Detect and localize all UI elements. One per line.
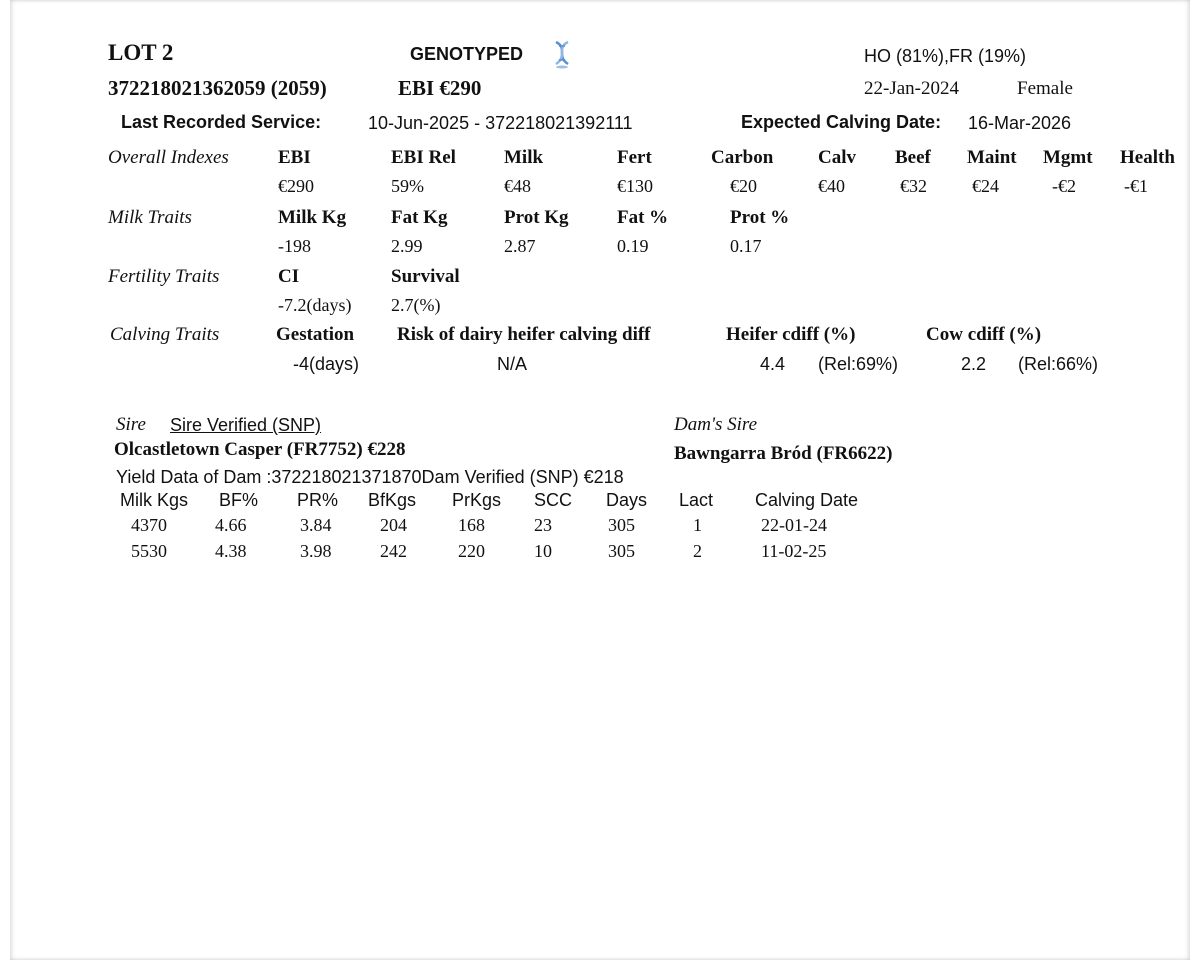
calving-header-risk: Risk of dairy heifer calving diff xyxy=(397,324,651,345)
yield-header-lact: Lact xyxy=(679,490,714,510)
overall-value-milk: €48 xyxy=(504,176,531,196)
yield-row1-prkgs: 168 xyxy=(458,515,485,535)
sire-verified-link[interactable]: Sire Verified (SNP) xyxy=(170,415,322,435)
yield-row2-calving-date: 11-02-25 xyxy=(761,541,827,561)
yield-row1-scc: 23 xyxy=(534,515,552,535)
yield-row1-milk-kgs: 4370 xyxy=(131,515,167,535)
milk-header-prot-pct: Prot % xyxy=(730,207,790,228)
fertility-traits-label: Fertility Traits xyxy=(108,266,220,287)
overall-value-fert: €130 xyxy=(617,176,653,196)
sex: Female xyxy=(1017,78,1073,99)
dam-yield-title: Yield Data of Dam :372218021371870Dam Verified (SNP) €218 xyxy=(116,467,624,487)
overall-header-mgmt: Mgmt xyxy=(1043,147,1093,168)
animal-id: 372218021362059 (2059) xyxy=(108,76,327,100)
lot-number: LOT 2 xyxy=(108,40,174,65)
last-service-label: Last Recorded Service: xyxy=(121,112,322,132)
calving-value-gestation: -4(days) xyxy=(293,354,360,374)
yield-header-pr-pct: PR% xyxy=(297,490,339,510)
yield-header-scc: SCC xyxy=(534,490,573,510)
overall-value-mgmt: -€2 xyxy=(1052,176,1076,196)
overall-value-carbon: €20 xyxy=(730,176,757,196)
milk-value-milk-kg: -198 xyxy=(278,236,311,256)
overall-value-calv: €40 xyxy=(818,176,845,196)
yield-row2-days: 305 xyxy=(608,541,635,561)
calving-value-heifer: 4.4 xyxy=(760,354,786,374)
calving-header-cow-cdiff: Cow cdiff (%) xyxy=(926,324,1042,345)
yield-row1-bfkgs: 204 xyxy=(380,515,407,535)
overall-value-beef: €32 xyxy=(900,176,927,196)
calving-value-cow: 2.2 xyxy=(961,354,987,374)
overall-header-calv: Calv xyxy=(818,147,856,168)
yield-header-bfkgs: BfKgs xyxy=(368,490,417,510)
overall-value-maint: €24 xyxy=(972,176,999,196)
overall-indexes-label: Overall Indexes xyxy=(108,147,229,168)
overall-header-ebi-rel: EBI Rel xyxy=(391,147,456,168)
calving-header-gestation: Gestation xyxy=(276,324,355,345)
yield-row1-lact: 1 xyxy=(693,515,702,535)
genotyped-label: GENOTYPED xyxy=(410,44,524,64)
fertility-header-ci: CI xyxy=(278,266,300,287)
milk-value-prot-kg: 2.87 xyxy=(504,236,536,256)
milk-header-fat-kg: Fat Kg xyxy=(391,207,448,228)
yield-row2-pr-pct: 3.98 xyxy=(300,541,332,561)
yield-header-milk-kgs: Milk Kgs xyxy=(120,490,189,510)
fertility-value-survival: 2.7(%) xyxy=(391,295,441,315)
calving-header-heifer-cdiff: Heifer cdiff (%) xyxy=(726,324,856,345)
yield-header-bf-pct: BF% xyxy=(219,490,259,510)
milk-traits-label: Milk Traits xyxy=(108,207,192,228)
yield-row2-bfkgs: 242 xyxy=(380,541,407,561)
sire-label: Sire xyxy=(116,414,146,435)
yield-row2-lact: 2 xyxy=(693,541,702,561)
dams-sire-name: Bawngarra Bród (FR6622) xyxy=(674,443,893,464)
yield-row2-bf-pct: 4.38 xyxy=(215,541,247,561)
breed-composition: HO (81%),FR (19%) xyxy=(864,46,1027,66)
milk-header-fat-pct: Fat % xyxy=(617,207,669,228)
fertility-header-survival: Survival xyxy=(391,266,460,287)
ebi-headline: EBI €290 xyxy=(398,76,482,100)
sire-name: Olcastletown Casper (FR7752) €228 xyxy=(114,439,406,460)
overall-header-milk: Milk xyxy=(504,147,544,168)
yield-header-days: Days xyxy=(606,490,648,510)
milk-header-milk-kg: Milk Kg xyxy=(278,207,347,228)
expected-calving-label: Expected Calving Date: xyxy=(741,112,942,132)
calving-value-cow-rel: (Rel:66%) xyxy=(1018,354,1099,374)
calving-traits-label: Calving Traits xyxy=(110,324,220,345)
fertility-value-ci: -7.2(days) xyxy=(278,295,352,315)
overall-value-health: -€1 xyxy=(1124,176,1148,196)
yield-header-prkgs: PrKgs xyxy=(452,490,502,510)
date-of-birth: 22-Jan-2024 xyxy=(864,78,959,99)
milk-header-prot-kg: Prot Kg xyxy=(504,207,569,228)
expected-calving-value: 16-Mar-2026 xyxy=(968,113,1072,133)
last-service-value: 10-Jun-2025 - 372218021392111 xyxy=(368,113,633,133)
yield-row2-milk-kgs: 5530 xyxy=(131,541,167,561)
yield-row1-bf-pct: 4.66 xyxy=(215,515,247,535)
overall-header-fert: Fert xyxy=(617,147,652,168)
yield-row2-scc: 10 xyxy=(534,541,552,561)
yield-row1-days: 305 xyxy=(608,515,635,535)
yield-row2-prkgs: 220 xyxy=(458,541,485,561)
milk-value-fat-pct: 0.19 xyxy=(617,236,649,256)
dams-sire-label: Dam's Sire xyxy=(674,414,758,435)
yield-row1-calving-date: 22-01-24 xyxy=(761,515,827,535)
overall-value-ebi: €290 xyxy=(278,176,314,196)
yield-row1-pr-pct: 3.84 xyxy=(300,515,332,535)
overall-header-maint: Maint xyxy=(967,147,1017,168)
milk-value-fat-kg: 2.99 xyxy=(391,236,423,256)
yield-header-calving-date: Calving Date xyxy=(755,490,859,510)
dna-icon xyxy=(552,40,572,70)
document-page xyxy=(10,0,1190,960)
overall-header-ebi: EBI xyxy=(278,147,311,168)
overall-header-carbon: Carbon xyxy=(711,147,774,168)
overall-header-health: Health xyxy=(1120,147,1175,168)
overall-value-ebi-rel: 59% xyxy=(391,176,424,196)
overall-header-beef: Beef xyxy=(895,147,931,168)
milk-value-prot-pct: 0.17 xyxy=(730,236,762,256)
calving-value-risk: N/A xyxy=(497,354,528,374)
calving-value-heifer-rel: (Rel:69%) xyxy=(818,354,899,374)
